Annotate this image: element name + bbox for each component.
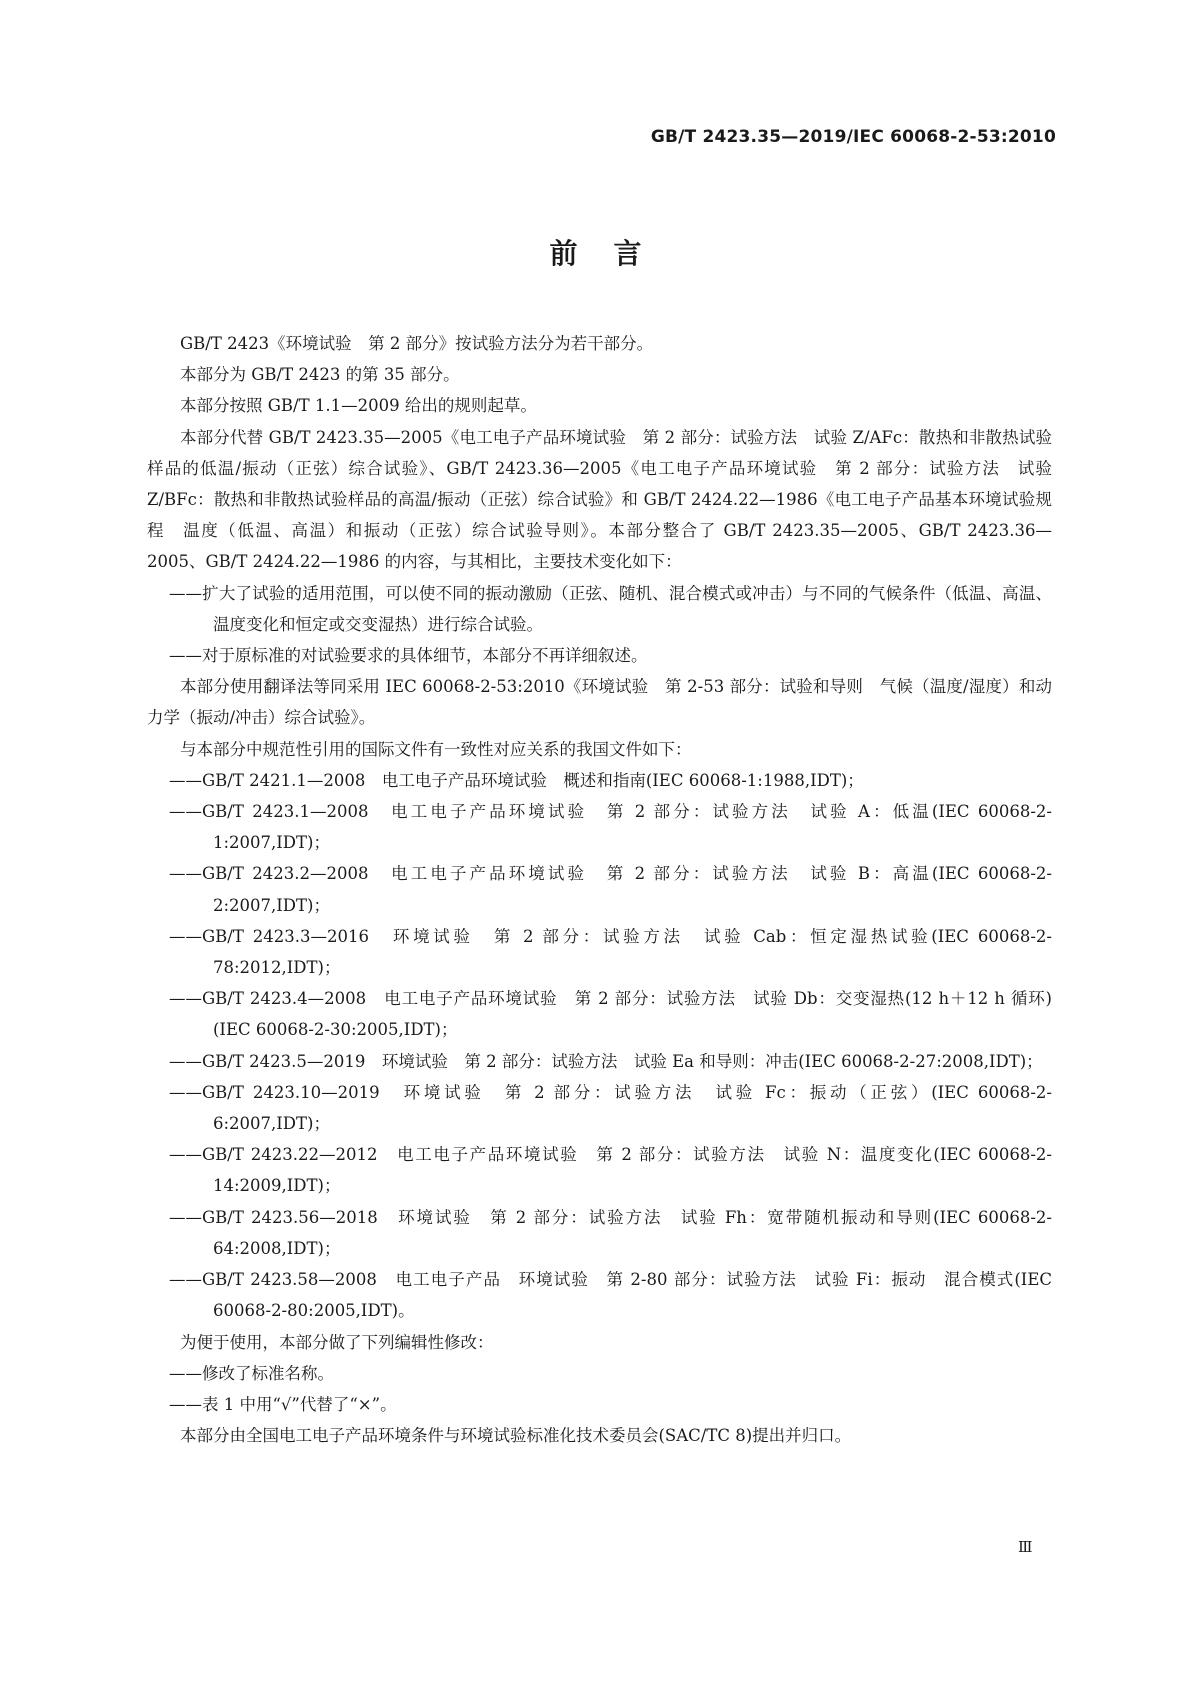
- paragraph: 本部分由全国电工电子产品环境条件与环境试验标准化技术委员会(SAC/TC 8)提出并归口。: [180, 1426, 852, 1446]
- list-item-reference: ——GB/T 2421.1—2008 电工电子产品环境试验 概述和指南(IEC 60068-1:1988,IDT)；: [169, 770, 864, 790]
- paragraph: 本部分代替 GB/T 2423.35—2005《电工电子产品环境试验 第 2 部分：试验方法 试验 Z/AFc：散热和非散热试验样品的低温/振动（正弦）综合试验》、GB/T 2423.36—2005《电工电子产品环境试验 第 2 部分：试验方法 试验 Z/BFc：散热和非散热试验样品的高温/振动（正弦）综合试验》和 GB/T 2424.22—1986《电工电子产品基本环境试验规程 温度（低温、高温）和振动（正弦）综合试验导则》。本部分整合了 GB/T 2423.35—2005、GB/T 2423.36—2005、GB/T 2424.22—1986 的内容，与其相比，主要技术变化如下：: [147, 427, 1052, 572]
- list-item-reference: ——GB/T 2423.10—2019 环境试验 第 2 部分：试验方法 试验 Fc：振动（正弦）(IEC 60068-2-6:2007,IDT)；: [169, 1082, 1052, 1134]
- list-item-reference: ——GB/T 2423.2—2008 电工电子产品环境试验 第 2 部分：试验方法 试验 B：高温(IEC 60068-2-2:2007,IDT)；: [169, 864, 1052, 915]
- paragraph: 本部分为 GB/T 2423 的第 35 部分。: [180, 365, 460, 385]
- list-item-edit: ——修改了标准名称。: [169, 1363, 334, 1383]
- list-item-reference: ——GB/T 2423.4—2008 电工电子产品环境试验 第 2 部分：试验方法 试验 Db：交变湿热(12 h＋12 h 循环)(IEC 60068-2-30:2005,IDT)；: [169, 989, 1052, 1040]
- page-title: 前言: [549, 237, 678, 270]
- list-item-reference: ——GB/T 2423.1—2008 电工电子产品环境试验 第 2 部分：试验方法 试验 A：低温(IEC 60068-2-1:2007,IDT)；: [169, 802, 1052, 853]
- paragraph: 为便于使用，本部分做了下列编辑性修改：: [180, 1332, 494, 1352]
- list-item-edit: ——表 1 中用“√”代替了“×”。: [169, 1394, 397, 1414]
- standard-number-header: GB/T 2423.35—2019/IEC 60068-2-53:2010: [650, 127, 1056, 147]
- paragraph: 本部分按照 GB/T 1.1—2009 给出的规则起草。: [180, 396, 537, 416]
- paragraph: GB/T 2423《环境试验 第 2 部分》按试验方法分为若干部分。: [180, 334, 654, 353]
- list-item-reference: ——GB/T 2423.3—2016 环境试验 第 2 部分：试验方法 试验 Cab：恒定湿热试验(IEC 60068-2-78:2012,IDT)；: [169, 926, 1052, 978]
- paragraph: 本部分使用翻译法等同采用 IEC 60068-2-53:2010《环境试验 第 2-53 部分：试验和导则 气候（温度/湿度）和动力学（振动/冲击）综合试验》。: [147, 677, 1052, 728]
- list-item-reference: ——GB/T 2423.58—2008 电工电子产品 环境试验 第 2-80 部分：试验方法 试验 Fi：振动 混合模式(IEC 60068-2-80:2005,IDT)。: [169, 1270, 1052, 1321]
- paragraph: 与本部分中规范性引用的国际文件有一致性对应关系的我国文件如下：: [180, 739, 692, 759]
- list-item-reference: ——GB/T 2423.56—2018 环境试验 第 2 部分：试验方法 试验 Fh：宽带随机振动和导则(IEC 60068-2-64:2008,IDT)；: [169, 1207, 1052, 1258]
- list-item-change: ——对于原标准的对试验要求的具体细节，本部分不再详细叙述。: [169, 646, 648, 666]
- list-item-reference: ——GB/T 2423.22—2012 电工电子产品环境试验 第 2 部分：试验方法 试验 N：温度变化(IEC 60068-2-14:2009,IDT)；: [169, 1145, 1052, 1196]
- list-item-change: ——扩大了试验的适用范围，可以使不同的振动激励（正弦、随机、混合模式或冲击）与不同的气候条件（低温、高温、温度变化和恒定或交变湿热）进行综合试验。: [169, 583, 1052, 634]
- page-number: Ⅲ: [1018, 1538, 1033, 1556]
- list-item-reference: ——GB/T 2423.5—2019 环境试验 第 2 部分：试验方法 试验 Ea 和导则：冲击(IEC 60068-2-27:2008,IDT)；: [169, 1051, 1043, 1071]
- foreword-body: [147, 328, 1052, 1451]
